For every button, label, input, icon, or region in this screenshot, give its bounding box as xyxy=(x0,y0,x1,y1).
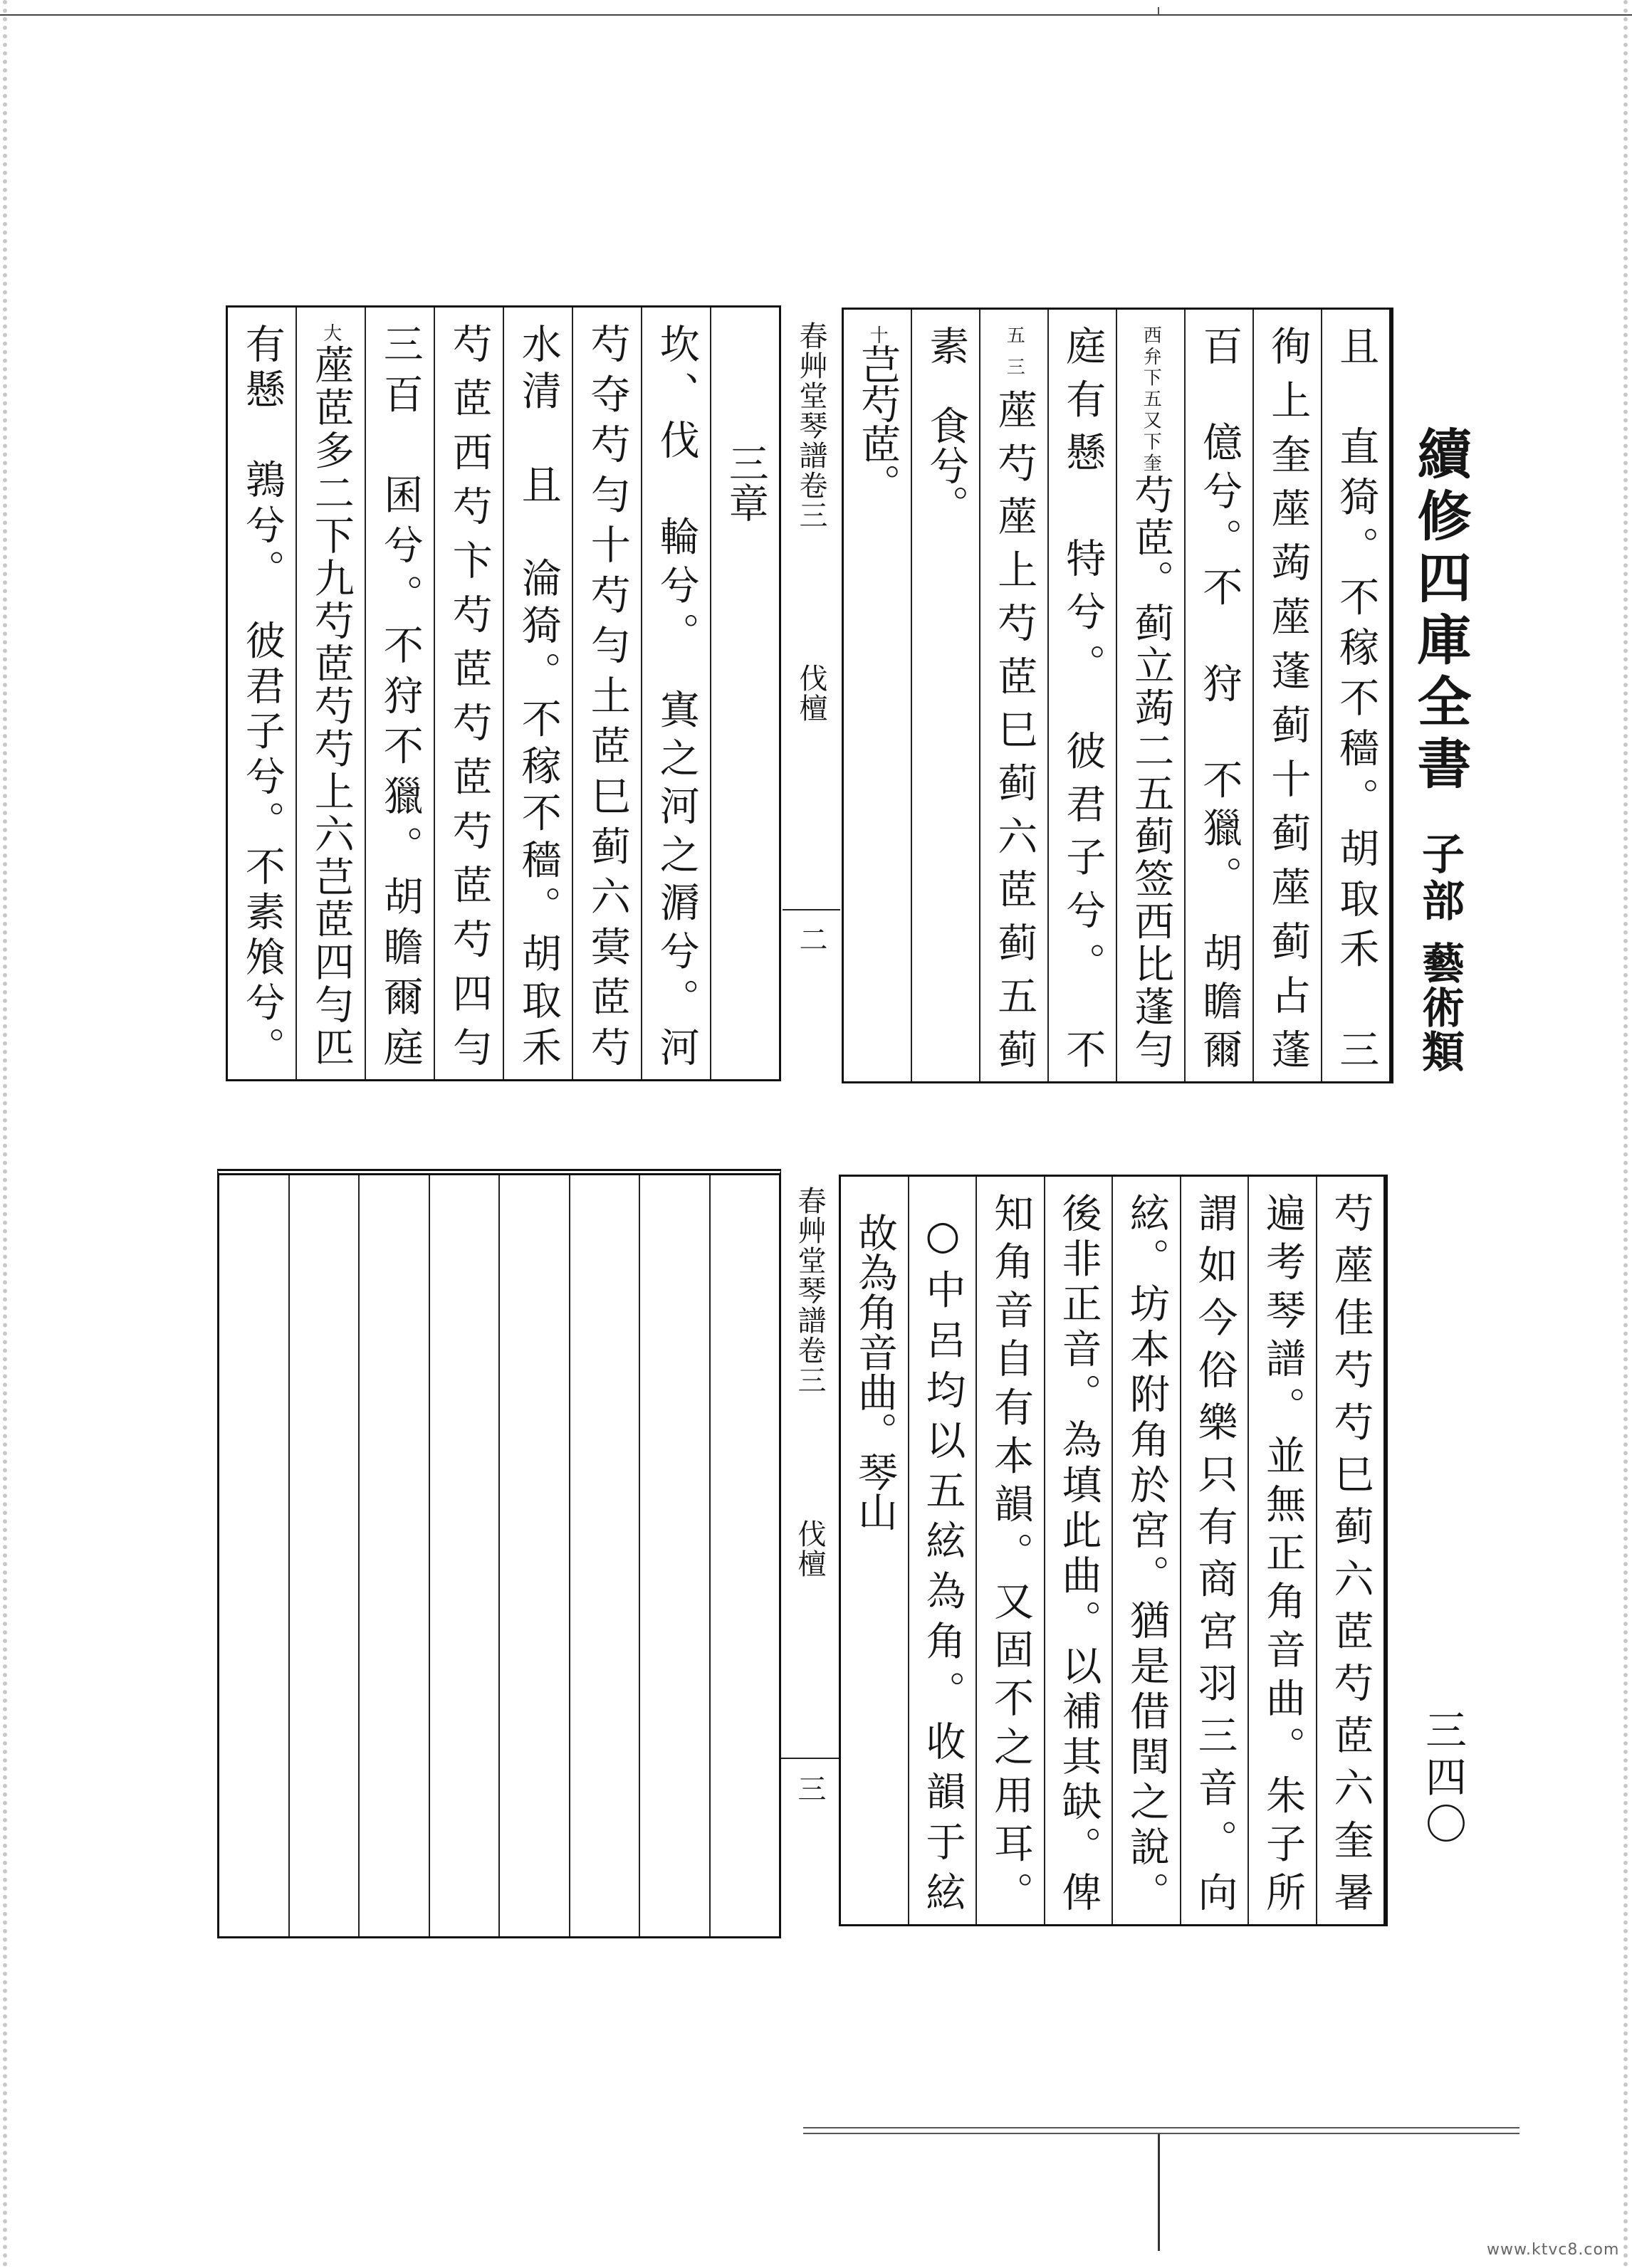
fold-book-title: 春艸堂琴譜卷三 xyxy=(795,321,827,530)
column-line xyxy=(991,310,1037,1081)
next-page-top-rule xyxy=(803,2127,1519,2134)
column-line xyxy=(988,1177,1033,1924)
column-text: 素 食兮。 xyxy=(923,325,970,525)
tablature-annotation: 十 xyxy=(867,325,889,344)
upper-left-half-page xyxy=(226,305,781,1081)
column-line xyxy=(377,308,422,1079)
text-column xyxy=(358,1175,429,1936)
text-column xyxy=(710,308,779,1079)
column-line xyxy=(1124,1177,1169,1924)
column-text: 有懸 鶉兮。 彼君子兮。不素飧兮。 xyxy=(239,323,286,1066)
column-text: 絃。坊本附角於宮。猶是借閏之說。 xyxy=(1123,1192,1170,1911)
text-column xyxy=(1044,1177,1112,1924)
text-column xyxy=(498,1175,569,1936)
column-text: 蓙芍蓙上芍茝巳蓟六茝蓟五蓟 xyxy=(991,389,1038,1069)
column-line xyxy=(239,308,284,1079)
text-column xyxy=(709,1175,780,1936)
column-text: 遍考琴譜。並無正角音曲。朱子所 xyxy=(1259,1192,1306,1911)
column-line xyxy=(1055,1177,1101,1924)
column-line xyxy=(1128,310,1173,1081)
category-label: 藝術類 xyxy=(1415,941,1465,1073)
scan-edge-left xyxy=(3,0,7,2268)
column-line xyxy=(852,1177,897,1924)
column-line xyxy=(1260,1177,1305,1924)
section-label: 子部 xyxy=(1415,831,1465,925)
text-column xyxy=(1111,1177,1180,1924)
page-number: 三四〇 xyxy=(1418,1708,1467,1849)
column-line xyxy=(584,308,629,1079)
column-line xyxy=(1191,1177,1237,1924)
tablature-annotation: 五三 xyxy=(1003,325,1025,389)
column-text: 芑芍茝。 xyxy=(854,344,901,503)
text-column xyxy=(639,1175,709,1936)
upper-fold-margin xyxy=(783,305,840,1081)
lower-left-half-page xyxy=(217,1169,781,1938)
column-text: 後非正音。為填此曲。以補其缺。俾 xyxy=(1055,1192,1102,1911)
scan-edge-right xyxy=(1623,0,1628,2268)
column-line xyxy=(446,308,491,1079)
lower-right-half-page xyxy=(839,1175,1388,1926)
tablature-annotation: 大 xyxy=(320,323,342,345)
text-column xyxy=(841,1177,908,1924)
column-text: 坎、伐 輪兮。 寘之河之漘兮。河 xyxy=(653,323,700,1066)
text-column xyxy=(1247,1177,1316,1924)
fold-piece-title: 伐檀 xyxy=(793,1519,826,1579)
column-text: 蓙茝多二下九芍茝芍芍上六芑茝四勻匹 xyxy=(308,344,355,1067)
column-text: ○中呂均以五絃為角。收韻于絃 xyxy=(919,1212,966,1911)
text-column xyxy=(1252,310,1321,1081)
upper-right-half-page xyxy=(842,308,1393,1083)
column-text: 芍茝西芍卞芍茝芍茝芍茝芍四勻 xyxy=(446,323,493,1066)
column-line xyxy=(308,308,353,1079)
text-column xyxy=(434,308,503,1079)
text-column xyxy=(641,308,710,1079)
text-column xyxy=(429,1175,499,1936)
fold-tick xyxy=(781,1758,839,1759)
column-text: 水清 且 淪猗。不稼不穡。胡取禾 xyxy=(515,323,562,1066)
column-text: 徇上奎蓙蒟蓙蓬蓟十蓟蓙蓟占蓬 xyxy=(1265,325,1312,1069)
text-column xyxy=(228,308,295,1079)
text-column xyxy=(365,308,434,1079)
text-column xyxy=(569,1175,639,1936)
column-text: 芍茝。蓟立蒟二五蓟签西比蓬勻 xyxy=(1128,474,1175,1069)
column-text: 三章 xyxy=(722,443,769,523)
column-text: 故為角音曲。琴山 xyxy=(851,1212,898,1531)
text-column xyxy=(288,1175,359,1936)
tablature-annotation: 西弁下五又下奎 xyxy=(1140,325,1162,475)
column-line xyxy=(923,310,968,1081)
column-text: 知角音自有本韻。又固不之用耳。 xyxy=(987,1192,1034,1911)
lower-fold-margin xyxy=(781,1169,839,1938)
text-column xyxy=(1321,310,1389,1081)
text-column xyxy=(908,1177,976,1924)
fold-leaf-number: 二 xyxy=(795,925,827,955)
text-column xyxy=(1047,310,1116,1081)
top-tick xyxy=(1158,7,1159,15)
column-line xyxy=(653,308,699,1079)
fold-leaf-number: 三 xyxy=(793,1774,826,1804)
text-column xyxy=(911,310,979,1081)
fold-book-title: 春艸堂琴譜卷三 xyxy=(793,1186,826,1395)
text-column xyxy=(1180,1177,1248,1924)
text-column xyxy=(844,310,911,1081)
column-text: 芍夺芍勻十芍勻土茝巳蓟六蓂茝芍 xyxy=(584,323,631,1066)
column-line xyxy=(722,308,768,1079)
column-line xyxy=(919,1177,965,1924)
text-column xyxy=(979,310,1047,1081)
column-text: 庭有懸 特兮。 彼君子兮。 不 xyxy=(1060,325,1107,1069)
next-page-fold-line xyxy=(1158,2134,1160,2251)
text-column xyxy=(295,308,365,1079)
collection-title: 續修四庫全書 xyxy=(1408,426,1472,797)
column-text: 百 億兮。不 狩 不獵。 胡瞻爾 xyxy=(1196,325,1243,1069)
text-column xyxy=(1316,1177,1384,1924)
column-line xyxy=(1333,310,1379,1081)
watermark: www.ktvc8.com xyxy=(1487,2241,1620,2259)
column-line xyxy=(1265,310,1310,1081)
fold-piece-title: 伐檀 xyxy=(795,663,827,723)
column-line xyxy=(1196,310,1242,1081)
text-column xyxy=(219,1175,288,1936)
text-column xyxy=(975,1177,1044,1924)
column-text: 三百 囷兮。不狩不獵。胡瞻爾庭 xyxy=(377,323,424,1066)
column-text: 謂如今俗樂只有商宮羽三音。向 xyxy=(1191,1192,1238,1911)
column-text: 芍蓙佳芍芍巳蓟六茝芍茝六奎暑 xyxy=(1327,1192,1374,1911)
text-column xyxy=(1184,310,1252,1081)
column-line xyxy=(1327,1177,1373,1924)
fold-tick xyxy=(783,909,840,910)
text-column xyxy=(572,308,641,1079)
column-line xyxy=(854,310,900,1081)
text-column xyxy=(503,308,572,1079)
top-rule xyxy=(0,14,1632,16)
column-line xyxy=(1060,310,1105,1081)
column-line xyxy=(515,308,560,1079)
column-text: 且 直猗。不稼不穡。胡取禾 三 xyxy=(1333,325,1380,1069)
text-column xyxy=(1116,310,1184,1081)
